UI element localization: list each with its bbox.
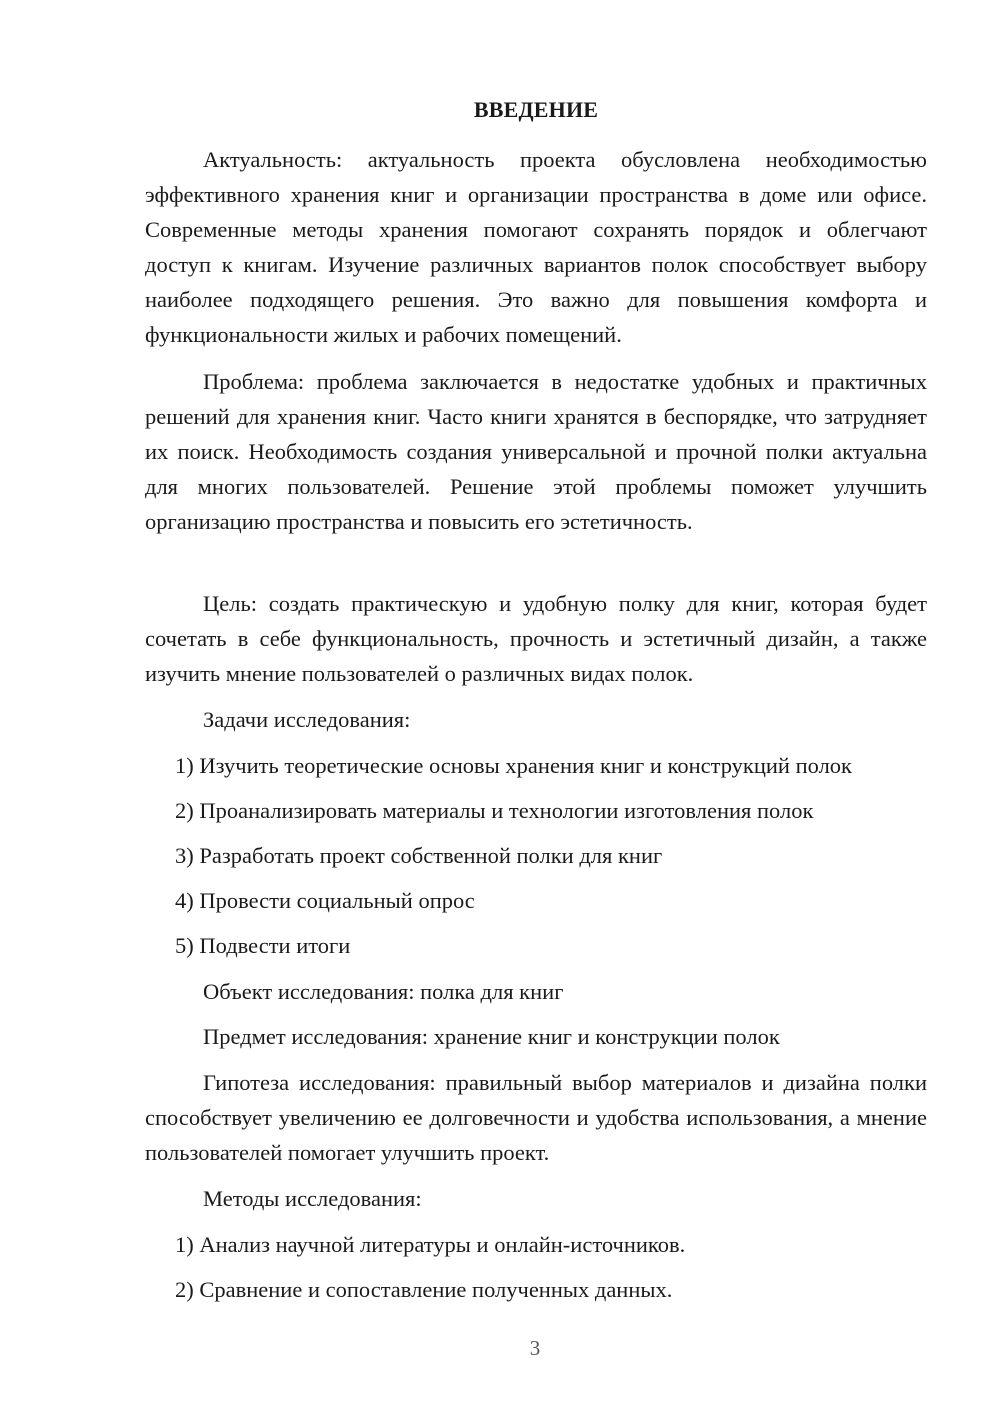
method-item: 1) Анализ научной литературы и онлайн-источников. <box>175 1232 686 1257</box>
task-item: 4) Провести социальный опрос <box>175 888 475 913</box>
task-item: 3) Разработать проект собственной полки для книг <box>175 843 663 868</box>
research-object: Объект исследования: полка для книг <box>203 979 564 1004</box>
page-number: 3 <box>529 1336 541 1360</box>
hypothesis-paragraph: Гипотеза исследования: правильный выбор материалов и дизайна полки способствует увеличению ее долговечности и удобства использования, а мнение пользователей помогает улучшить проект. <box>145 1070 927 1165</box>
goal-paragraph: Цель: создать практическую и удобную полку для книг, которая будет сочетать в себе функциональность, прочность и эстетичный дизайн, а также изучить мнение пользователей о различных видах полок. <box>145 591 927 686</box>
research-subject: Предмет исследования: хранение книг и конструкции полок <box>203 1024 780 1049</box>
method-item: 2) Сравнение и сопоставление полученных данных. <box>175 1277 673 1302</box>
task-item: 1) Изучить теоретические основы хранения книг и конструкций полок <box>175 753 852 778</box>
methods-heading: Методы исследования: <box>203 1186 422 1211</box>
task-item: 5) Подвести итоги <box>175 933 351 958</box>
tasks-heading: Задачи исследования: <box>203 707 411 732</box>
relevance-paragraph: Актуальность: актуальность проекта обусловлена необходимостью эффективного хранения книг и организации пространства в доме или офисе. Современные методы хранения помогают сохранять порядок и облегчают доступ к книгам. Изучение различных вариантов полок способствует выбору наиболее подходящего решения. Это важно для повышения комфорта и функциональности жилых и рабочих помещений. <box>145 147 927 347</box>
section-title: ВВЕДЕНИЕ <box>473 97 599 122</box>
problem-paragraph: Проблема: проблема заключается в недостатке удобных и практичных решений для хранения книг. Часто книги хранятся в беспорядке, что затрудняет их поиск. Необходимость создания универсальной и прочной полки актуальна для многих пользователей. Решение этой проблемы поможет улучшить организацию пространства и повысить его эстетичность. <box>145 369 927 534</box>
task-item: 2) Проанализировать материалы и технологии изготовления полок <box>175 798 814 823</box>
